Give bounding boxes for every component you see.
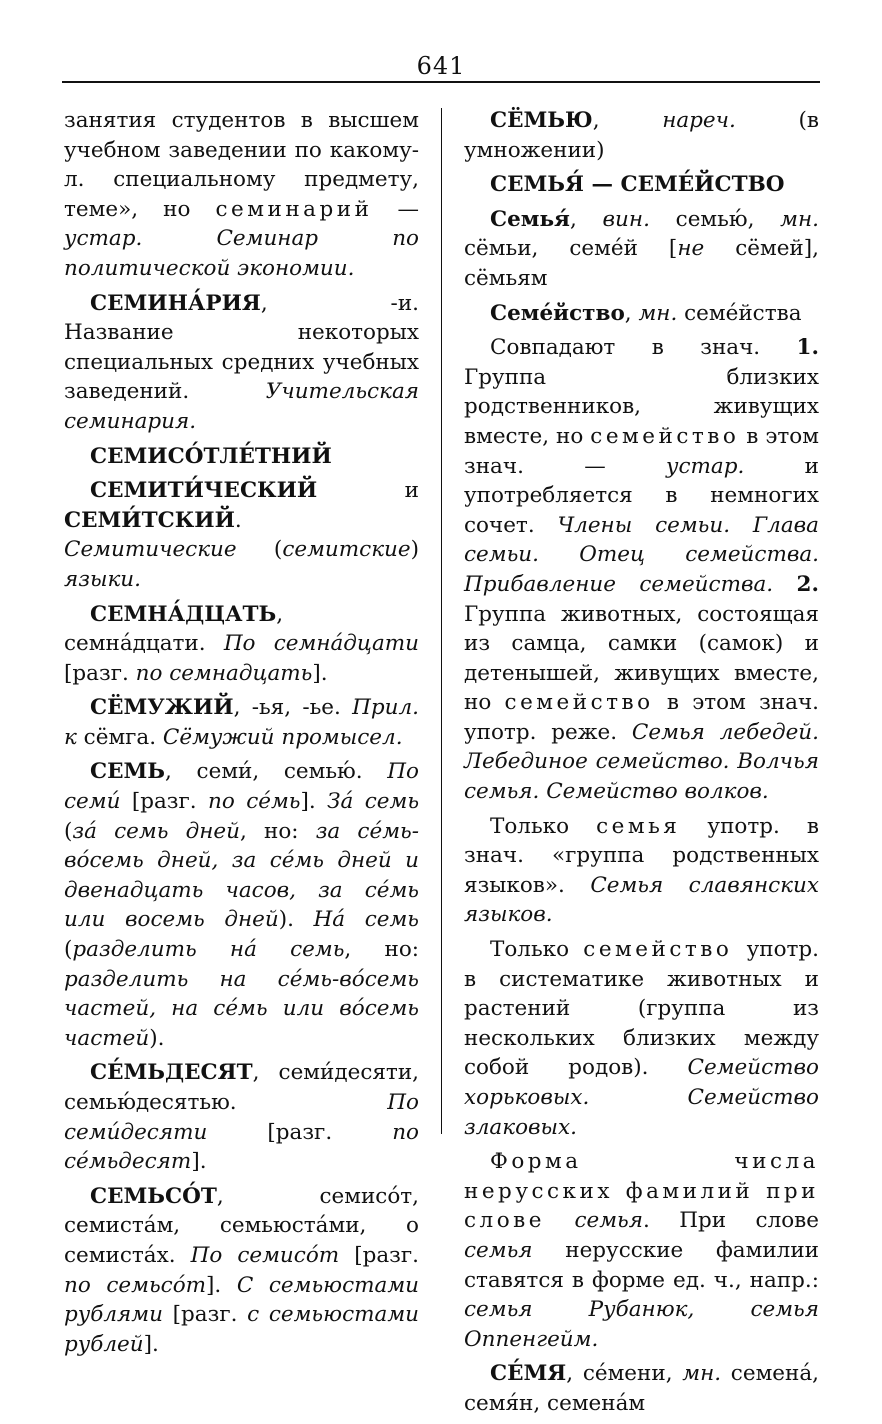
entry-semisotletniy: СЕМИСО́ТЛЕ́ТНИЙ	[90, 443, 332, 469]
entry-seminariya: СЕМИНА́РИЯ, -и. Название некоторых специальных средних учебных заведений. Учительская семинария.	[64, 290, 419, 434]
left-column	[64, 106, 419, 1364]
entry-tolko-semya: Только семья употр. в знач. «группа родственных языков». Семья славянских языков.	[464, 813, 819, 928]
page-number: 641	[416, 52, 466, 80]
entry-sovpadayut: Совпадают в знач. 1. Группа близких родственников, живущих вместе, но семейство в этом знач. — устар. и употребляется в немногих сочет. Члены семьи. Глава семьи. Отец семейства. Прибавление семейства. 2. Группа животных, состоящая из самца, самки (самок) и детенышей, живущих вместе, но семейство в этом знач. употр. реже. Семья лебедей. Лебединое семейство. Волчья семья. Семейство волков.	[464, 335, 819, 805]
column-divider	[441, 108, 442, 1134]
entry-tolko-semeystvo: Только семейство употр. в систематике животных и растений (группа из нескольких близких между собой родов). Семейство хорьковых. Семейство злаковых.	[464, 937, 819, 1140]
entry-seminar-tail: занятия студентов в высшем учебном заведении по какому-л. специальному предмету, теме», но семинарий — устар. Семинар по политической экономии.	[64, 108, 419, 281]
entry-semnadtsat: СЕМНА́ДЦАТЬ, семна́дцати. По семна́дцати [разг. по семнадцать].	[64, 601, 419, 686]
header-rule	[62, 81, 820, 83]
entry-semdesyat: СЕ́МЬДЕСЯТ, семи́десяти, семью́десятью. По семи́десяти [разг. по се́мьдесят].	[64, 1060, 419, 1175]
entry-semyu: СЁМЬЮ, нареч. (в умножении)	[464, 108, 819, 163]
entry-sem: СЕМЬ, семи́, семью́. По семи́ [разг. по се́мь]. За́ семь (за́ семь дней, но: за се́мь-во́семь дней, за се́мь дней и двенадцать часов, за се́мь или восемь дней). На́ семь (разделить на́ семь, но: разделить на се́мь-во́семь частей, на се́мь или во́семь частей).	[64, 759, 420, 1051]
entry-semya-semeystvo: СЕМЬЯ́ — СЕМЕ́ЙСТВО	[490, 172, 785, 198]
entry-semya-seed: СЕ́МЯ, се́мени, мн. семена́, семя́н, семена́м	[464, 1361, 819, 1416]
entry-forma-chisla: Форма числа нерусских фамилий при слове семья. При слове семья нерусские фамилии ставятся в форме ед. ч., напр.: семья Рубанюк, семья Оппенгейм.	[464, 1149, 819, 1352]
entry-semuzhiy: СЁМУЖИЙ, -ья, -ье. Прил. к сёмга. Сёмужий промысел.	[64, 695, 419, 750]
entry-semiticheskiy: СЕМИТИ́ЧЕСКИЙ и СЕМИ́ТСКИЙ. Семитические (семитские) языки.	[64, 478, 419, 592]
entry-semeystvo-forms: Семе́йство, мн. семе́йства	[490, 300, 802, 326]
entry-semsot: СЕМЬСО́Т, семисо́т, семиста́м, семьюста́ми, о семиста́х. По семисо́т [разг. по семьсо́т]. С семьюстами рублями [разг. с семьюстами рублей].	[64, 1183, 419, 1357]
entry-semya-forms: Семья́, вин. семью́, мн. сёмьи, семе́й [не сёмей], сёмьям	[464, 206, 819, 291]
right-column	[464, 106, 819, 1424]
